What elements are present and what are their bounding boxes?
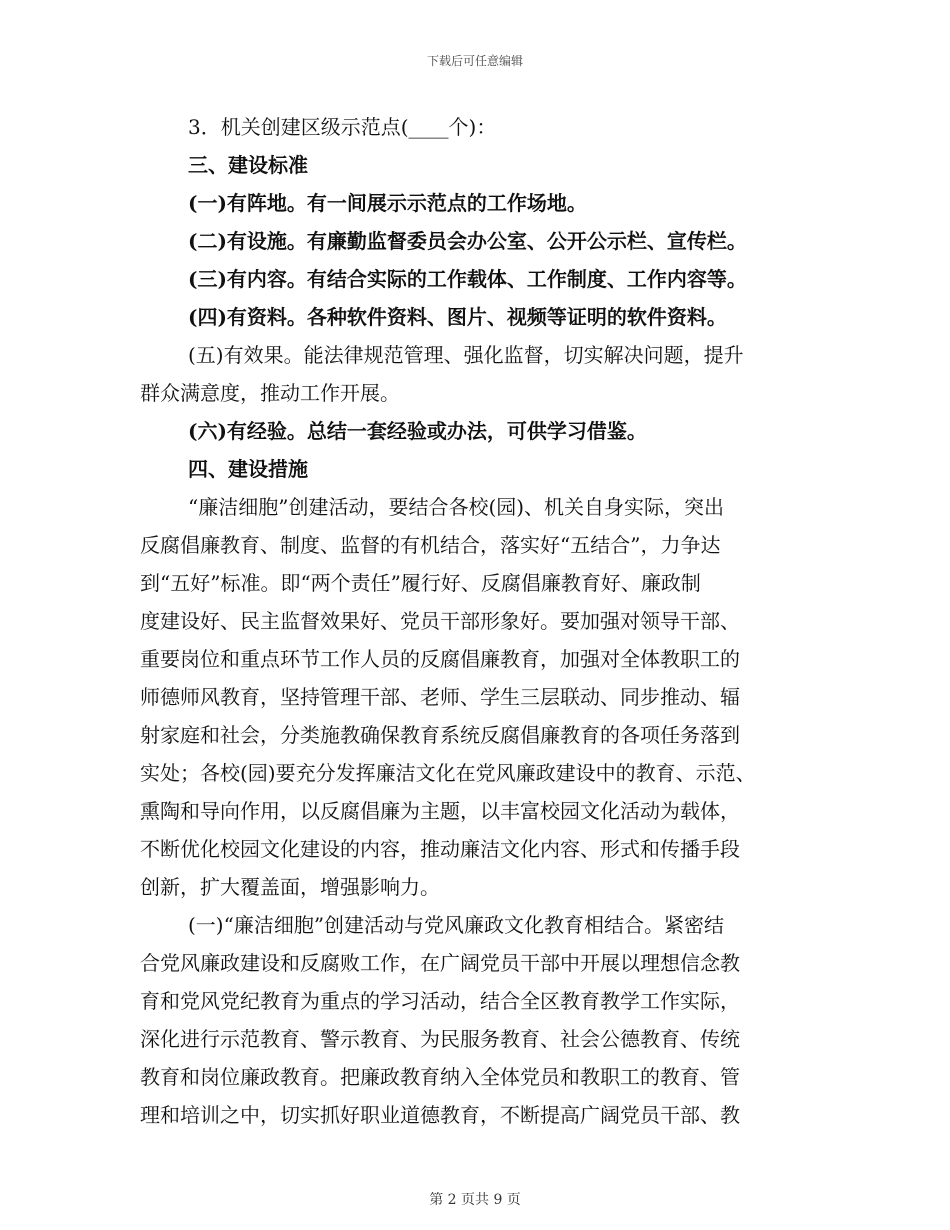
body-line: 反腐倡廉教育、制度、监督的有机结合，落实好“五结合”，力争达 — [140, 533, 721, 557]
body-line: 群众满意度，推动工作开展。 — [140, 381, 400, 405]
body-line: 度建设好、民主监督效果好、党员干部形象好。要加强对领导干部、 — [140, 609, 740, 633]
standard-item: (一)有阵地。有一间展示示范点的工作场地。 — [188, 191, 587, 215]
body-line: 重要岗位和重点环节工作人员的反腐倡廉教育，加强对全体教职工的 — [140, 647, 740, 671]
body-line: 熏陶和导向作用，以反腐倡廉为主题，以丰富校园文化活动为载体， — [140, 799, 740, 823]
body-line: 到“五好”标准。即“两个责任”履行好、反腐倡廉教育好、廉政制 — [140, 571, 701, 595]
body-line: 实处；各校(园)要充分发挥廉洁文化在党风廉政建设中的教育、示范、 — [140, 761, 756, 785]
body-line: 3．机关创建区级示范点(____个)： — [188, 115, 497, 139]
page-number: 第 2 页共 9 页 — [429, 1192, 521, 1208]
body-line: 理和培训之中，切实抓好职业道德教育，不断提高广阔党员干部、教 — [140, 1103, 740, 1127]
body-line: 深化进行示范教育、警示教育、为民服务教育、社会公德教育、传统 — [140, 1027, 740, 1051]
body-line: 育和党风党纪教育为重点的学习活动，结合全区教育教学工作实际， — [140, 989, 740, 1013]
standard-item: (二)有设施。有廉勤监督委员会办公室、公开公示栏、宣传栏。 — [188, 229, 747, 253]
standard-item: (六)有经验。总结一套经验或办法，可供学习借鉴。 — [188, 419, 647, 443]
body-line: 创新，扩大覆盖面，增强影响力。 — [140, 875, 440, 899]
section-heading: 三、建设标准 — [188, 153, 308, 177]
section-heading: 四、建设措施 — [188, 457, 308, 481]
standard-item: (四)有资料。各种软件资料、图片、视频等证明的软件资料。 — [188, 305, 727, 329]
measure-item: (一)“廉洁细胞”创建活动与党风廉政文化教育相结合。紧密结 — [188, 913, 725, 937]
document-body — [140, 108, 812, 1134]
body-line: 教育和岗位廉政教育。把廉政教育纳入全体党员和教职工的教育、管 — [140, 1065, 740, 1089]
standard-item: (三)有内容。有结合实际的工作载体、工作制度、工作内容等。 — [188, 267, 747, 291]
body-line: “廉洁细胞”创建活动，要结合各校(园)、机关自身实际，突出 — [188, 495, 725, 519]
page-header-note: 下载后可任意编辑 — [426, 54, 523, 68]
body-line: 师德师风教育，坚持管理干部、老师、学生三层联动、同步推动、辐 — [140, 685, 740, 709]
body-line: 合党风廉政建设和反腐败工作，在广阔党员干部中开展以理想信念教 — [140, 951, 740, 975]
body-line: 射家庭和社会，分类施教确保教育系统反腐倡廉教育的各项任务落到 — [140, 723, 740, 747]
body-line: 不断优化校园文化建设的内容，推动廉洁文化内容、形式和传播手段 — [140, 837, 740, 861]
standard-item: (五)有效果。能法律规范管理、强化监督，切实解决问题，提升 — [188, 343, 744, 367]
